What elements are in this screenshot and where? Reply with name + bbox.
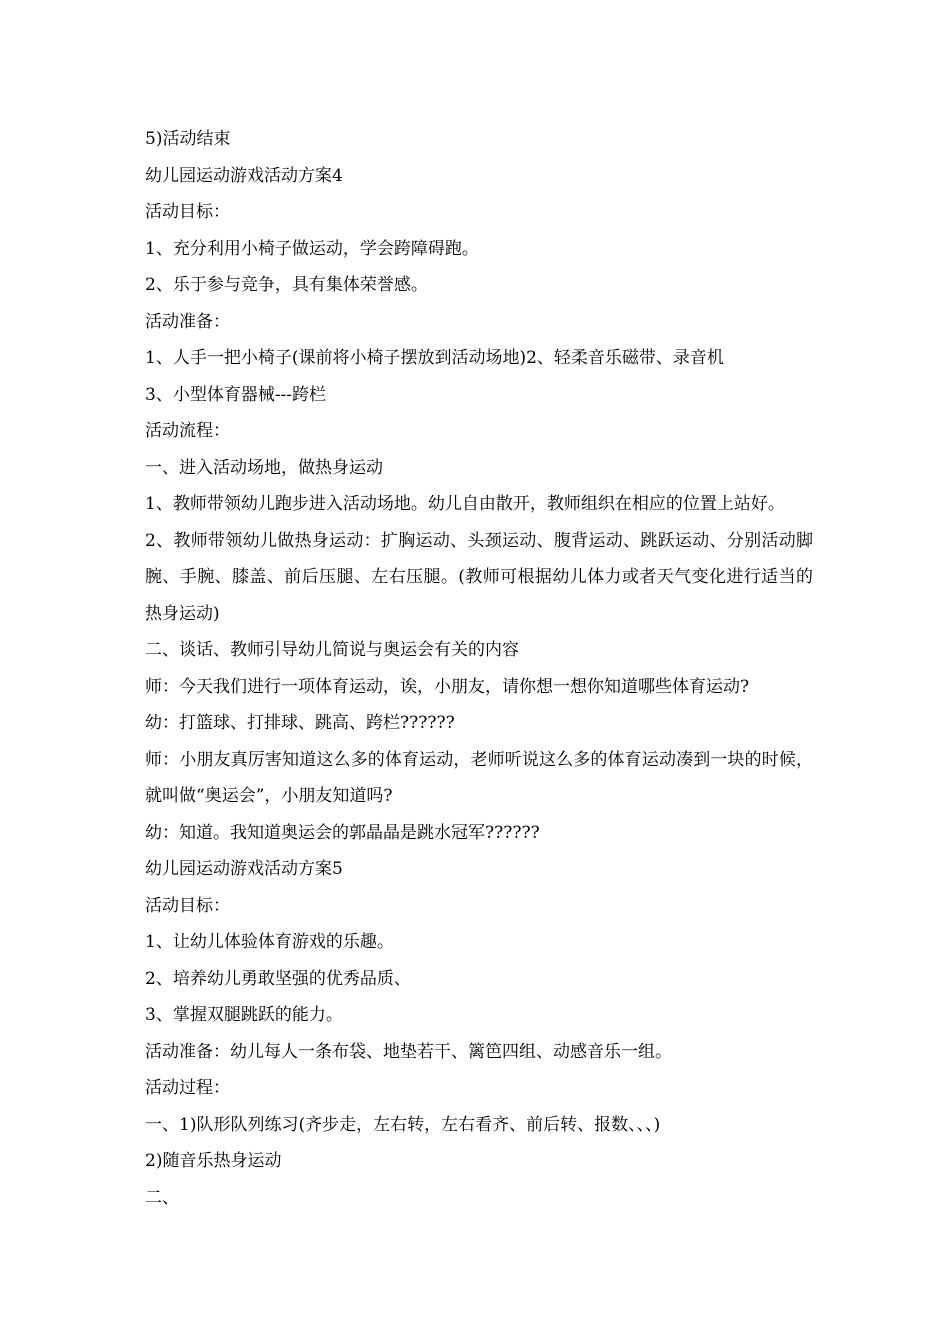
paragraph-dialogue-4: 幼：知道。我知道奥运会的郭晶晶是跳水冠军??????	[145, 822, 540, 843]
paragraph-goal-2: 2、乐于参与竞争，具有集体荣誉感。	[145, 275, 428, 295]
paragraph-process-label: 活动流程：	[145, 421, 230, 441]
paragraph-process-5-1: 一、1)队形队列练习(齐步走，左右转，左右看齐、前后转、报数、、、)	[145, 1114, 661, 1135]
paragraph-prep-1: 1、人手一把小椅子(课前将小椅子摆放到活动场地)2、轻柔音乐磁带、录音机	[145, 348, 724, 368]
paragraph-goal-5-3: 3、掌握双腿跳跃的能力。	[145, 1005, 343, 1025]
paragraph-goal-1: 1、充分利用小椅子做运动，学会跨障碍跑。	[145, 238, 479, 259]
paragraph-step-2-title: 二、谈话、教师引导幼儿简说与奥运会有关的内容	[145, 640, 519, 660]
paragraph-process-label-5: 活动过程：	[145, 1078, 230, 1098]
section-heading-plan-5: 幼儿园运动游戏活动方案5	[145, 859, 343, 879]
section-heading-plan-4: 幼儿园运动游戏活动方案4	[145, 165, 343, 186]
paragraph-dialogue-2: 幼：打篮球、打排球、跳高、跨栏??????	[145, 713, 455, 733]
paragraph-goals-label: 活动目标：	[145, 202, 230, 222]
paragraph-goal-5-2: 2、培养幼儿勇敢坚强的优秀品质、	[145, 968, 411, 989]
paragraph-process-5-2: 2)随音乐热身运动	[145, 1151, 282, 1171]
paragraph-activity-end: 5)活动结束	[145, 129, 231, 149]
paragraph-step-1-title: 一、进入活动场地，做热身运动	[145, 457, 383, 478]
paragraph-dialogue-1: 师：今天我们进行一项体育运动，诶，小朋友，请你想一想你知道哪些体育运动?	[145, 676, 750, 697]
paragraph-prep-5: 活动准备：幼儿每人一条布袋、地垫若干、篱笆四组、动感音乐一组。	[145, 1041, 672, 1062]
document-body	[145, 121, 813, 1216]
paragraph-prep-3: 3、小型体育器械---跨栏	[145, 384, 327, 405]
paragraph-step-1-a: 1、教师带领幼儿跑步进入活动场地。幼儿自由散开，教师组织在相应的位置上站好。	[145, 494, 785, 514]
paragraph-goals-label-5: 活动目标：	[145, 895, 230, 916]
paragraph-prep-label: 活动准备：	[145, 311, 230, 332]
paragraph-process-5-3: 二、	[145, 1187, 179, 1208]
paragraph-step-1-b: 2、教师带领幼儿做热身运动：扩胸运动、头颈运动、腹背运动、跳跃运动、分别活动脚腕、手腕、膝盖、前后压腿、左右压腿。(教师可根据幼儿体力或者天气变化进行适当的热身运动)	[145, 530, 813, 624]
paragraph-goal-5-1: 1、让幼儿体验体育游戏的乐趣。	[145, 932, 394, 952]
paragraph-dialogue-3: 师：小朋友真厉害知道这么多的体育运动，老师听说这么多的体育运动凑到一块的时候，就叫做“奥运会”，小朋友知道吗?	[145, 749, 813, 806]
